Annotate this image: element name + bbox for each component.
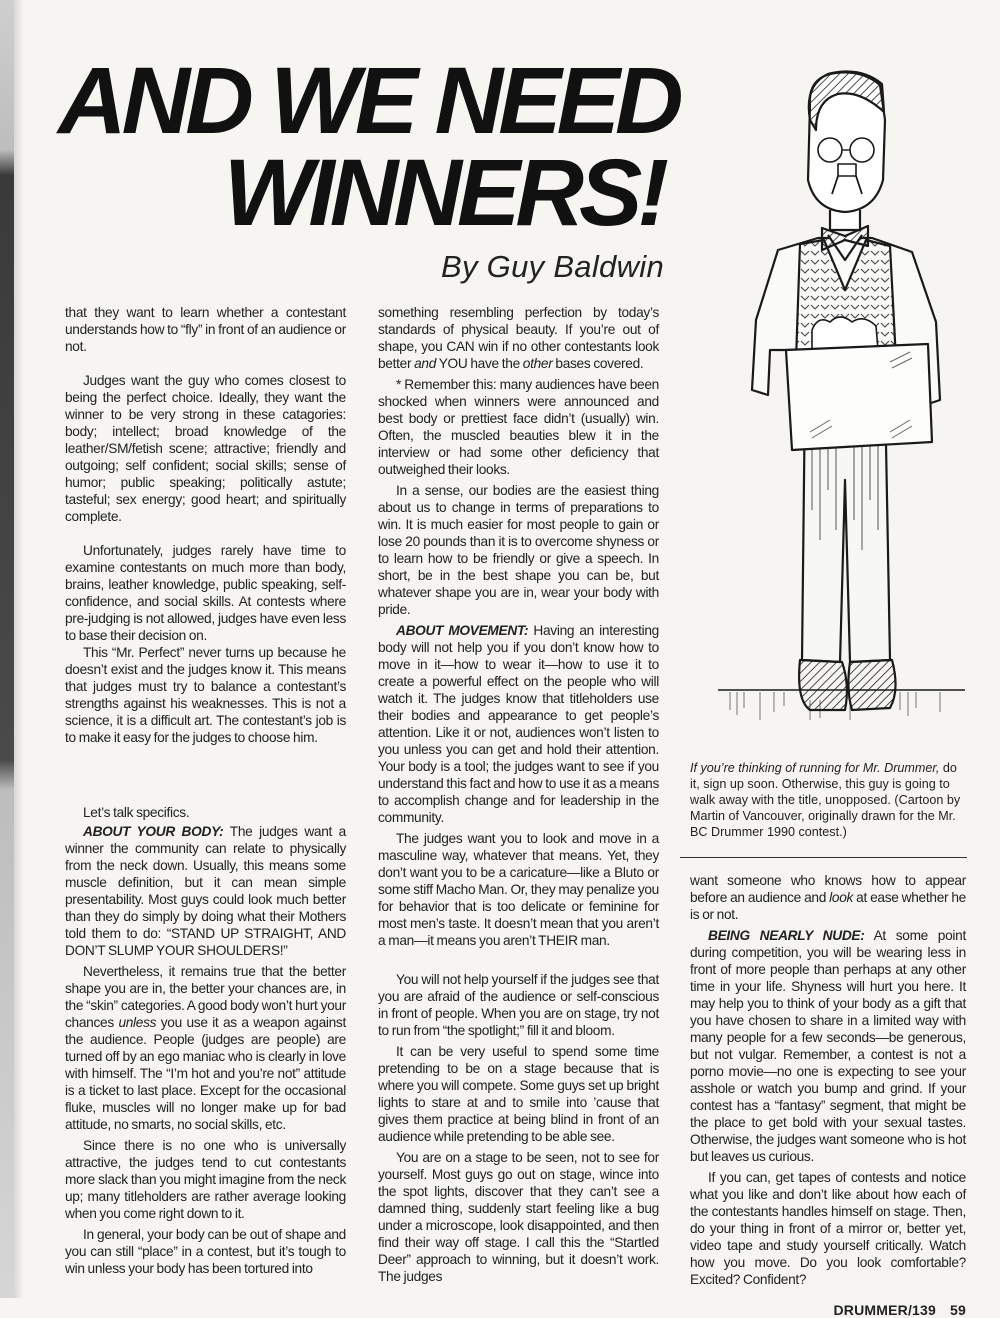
text-segment: It can be very useful to spend some time pretending to be on a stage because that is where you will compete. Some guys set up bright lights to stare at and to smile into ’cause that gives them practice at being blind in front of an audience while pretending to be able see. — [378, 1044, 659, 1144]
text-segment: you use it as a weapon against the audience. People (judges are people) are turned off by an ego maniac who is clearly in love with himself. The “I’m hot and you’re not” attitude is a ticket to last place. Except for the occasional fluke, muscles will no longer make up for bad attitude, no smarts, no social skills, etc. — [65, 1015, 346, 1132]
paragraph — [378, 1043, 659, 1145]
publication-issue: DRUMMER/139 — [833, 1302, 937, 1318]
text-segment: The judges want a winner the community can relate to physically from the neck down. Usually, this means some muscle definition, but it can mean simple presentability. Most guys could look much better than they do simply by doing what their Mothers told them to do: “STAND UP STRAIGHT, AND DON’T SLUMP YOUR SHOULDERS!” — [65, 824, 346, 958]
page-footer — [690, 1302, 966, 1318]
article-title-line-1: AND WE NEED — [58, 48, 679, 154]
paragraph — [378, 1149, 659, 1285]
paragraph — [378, 971, 659, 1039]
paragraph — [65, 372, 346, 525]
article-title-line-2: WINNERS! — [223, 140, 664, 246]
text-segment: The judges want you to look and move in a masculine way, whatever that means. Yet, they don’t want you to be a caricature—like a Bluto or some stiff Macho Man. Or, they may penalize you for behavior that is too delicate or feminine for most men’s taste. It doesn’t mean that you aren’t a man—it means you aren’t THEIR man. — [378, 831, 659, 948]
paragraph — [690, 872, 966, 923]
text-segment: look — [829, 890, 854, 905]
text-segment: At some point during competition, you will be wearing less in front of more people than perhaps at any other time in your life. Shyness will hurt you here. It may help you to think of your body as a gift that you have chosen to share in a limited way with many people for a few seconds—be generous, but not vulgar. Remember, a contest is not a porno movie—no one is expecting to see your asshole or watch you bump and grind. If your contest has a “fantasy” segment, that might be the place to get bold with your sexual tastes. Otherwise, the judges want someone who is hot but leaves us curious. — [690, 928, 966, 1164]
section-heading: BEING NEARLY NUDE: — [708, 928, 865, 943]
text-segment: You are on a stage to be seen, not to see for yourself. Most guys go out on stage, wince into the spot lights, discover that they can’t see a damned thing, suddenly start feeling like a bug under a microscope, look disappointed, and then find their way off stage. I call this the “Startled Deer” approach to winning, but it doesn’t work. The judges — [378, 1150, 659, 1284]
paragraph — [378, 376, 659, 478]
section-heading: ABOUT YOUR BODY: — [83, 824, 224, 839]
text-segment: In a sense, our bodies are the easiest thing about us to change in terms of preparations to win. It is much easier for most people to gain or lose 20 pounds than it is to overcome shyness or to learn how to be friendly or give a speech. In short, be in the best shape you can be, but whatever shape you are in, wear your body with pride. — [378, 483, 659, 617]
left-shoe — [799, 660, 847, 710]
paragraph — [378, 304, 659, 372]
section-heading: ABOUT MOVEMENT: — [396, 623, 529, 638]
text-segment: * Remember this: many audiences have been shocked when winners were announced and best body or prettiest face didn’t (usually) win. Often, the muscled beauties blew it in the interview or had some other deficiency that outweighed their looks. — [378, 377, 659, 477]
paragraph — [690, 1169, 966, 1288]
page-number: 59 — [950, 1302, 966, 1318]
binding-gutter — [14, 0, 24, 1298]
paragraph — [65, 542, 346, 644]
paragraph — [65, 823, 346, 959]
paragraph — [378, 482, 659, 618]
paragraph — [65, 1226, 346, 1277]
text-segment: Since there is no one who is universally attractive, the judges tend to cut contestants more slack than you might imagine from the neck up; many titleholders are rather average looking when you come right down to it. — [65, 1138, 346, 1221]
caption-segment: If you’re thinking of running for Mr. Drummer, — [690, 761, 940, 775]
text-segment: You will not help yourself if the judges see that you are afraid of the audience or self-conscious in front of people. When you are on stage, try not to run from “the spotlight;” fill it and bloom. — [378, 972, 659, 1038]
text-segment: that they want to learn whether a contestant understands how to “fly” in front of an audience or not. — [65, 305, 346, 354]
text-segment: This “Mr. Perfect” never turns up because he doesn’t exist and the judges know it. This means that judges must try to balance a contestant’s strengths against his weaknesses. This is not a science, it is a difficult art. The contestant’s job is to make it easy for the judges to choose him. — [65, 645, 346, 745]
text-segment: Let’s talk specifics. — [83, 805, 190, 820]
binding-shadow — [0, 0, 14, 1298]
paragraph — [65, 304, 346, 355]
paragraph — [65, 804, 346, 821]
text-segment: Unfortunately, judges rarely have time to examine contestants on much more than body, brains, leather knowledge, public speaking, self-confidence, and social skills. At contests where pre-judging is not allowed, judges have even less to base their decision on. — [65, 543, 346, 643]
cartoon-illustration — [700, 60, 970, 720]
text-column-3 — [690, 872, 966, 1288]
text-segment: bases covered. — [552, 356, 644, 371]
text-column-1 — [65, 304, 346, 1277]
blank-sign — [786, 344, 932, 450]
right-shoe — [848, 660, 895, 710]
hands — [812, 317, 878, 350]
text-segment: If you can, get tapes of contests and notice what you like and don’t like about how each of the contestants handles himself on stage. Then, do your thing in front of a mirror or, better yet, video tape and study yourself critically. Watch how you move. Do you look comfortable? Excited? Confident? — [690, 1170, 966, 1287]
caption-segment: do it, sign up soon. Otherwise, this guy is going to walk away with the title, unopposed. (Cartoon by Martin of Vancouver, originally drawn for the Mr. BC Drummer 1990 contest.) — [690, 761, 961, 839]
paragraph — [378, 622, 659, 826]
paragraph — [65, 1137, 346, 1222]
nose — [838, 164, 856, 176]
text-segment: want someone who knows how to appear before an audience and — [690, 873, 966, 905]
text-column-3-wrapper — [690, 872, 966, 1318]
text-segment: unless — [118, 1015, 157, 1030]
paragraph — [65, 644, 346, 746]
text-segment: at ease whether he is or not. — [690, 890, 966, 922]
illustration-caption — [690, 760, 966, 840]
caption-divider — [680, 857, 967, 858]
text-segment: something resembling perfection by today’s standards of physical beauty. If you’re out of shape, you CAN win if no other contestants look better — [378, 305, 659, 371]
text-segment: Nevertheless, it remains true that the better shape you are in, the better your chances are, in the “skin” categories. A good body won’t hurt your chances — [65, 964, 346, 1030]
text-segment: and — [414, 356, 437, 371]
byline: By Guy Baldwin — [440, 249, 664, 284]
text-segment: Having an interesting body will not help you if you don’t know how to move in it—how to wear it—how to use it to create a powerful effect on the people who will watch it. The judges know that titleholders use their bodies and appearance to get people’s attention. Like it or not, audiences won’t listen to you unless you can get and hold their attention. Your body is a tool; the judges want to see if you understand this fact and how to use it as a means to accomplish change and for leadership in the community. — [378, 623, 659, 825]
text-segment: In general, your body can be out of shape and you can still “place” in a contest, but it’s tough to win unless your body has been tortured into — [65, 1227, 346, 1276]
paragraph — [378, 830, 659, 949]
text-segment: other — [522, 356, 553, 371]
text-segment: YOU have the — [436, 356, 523, 371]
paragraph — [690, 927, 966, 1165]
text-segment: Judges want the guy who comes closest to being the perfect choice. Ideally, they want the winner to be very strong in these catagories: body; intellect; broad knowledge of the leather/SM/fetish scene; attractive; friendly and outgoing; self confident; social skills; sense of humor; public speaking; politically astute; tasteful; sex energy; good heart; and spiritually complete. — [65, 373, 346, 524]
paragraph — [65, 963, 346, 1133]
text-column-2 — [378, 304, 659, 1285]
